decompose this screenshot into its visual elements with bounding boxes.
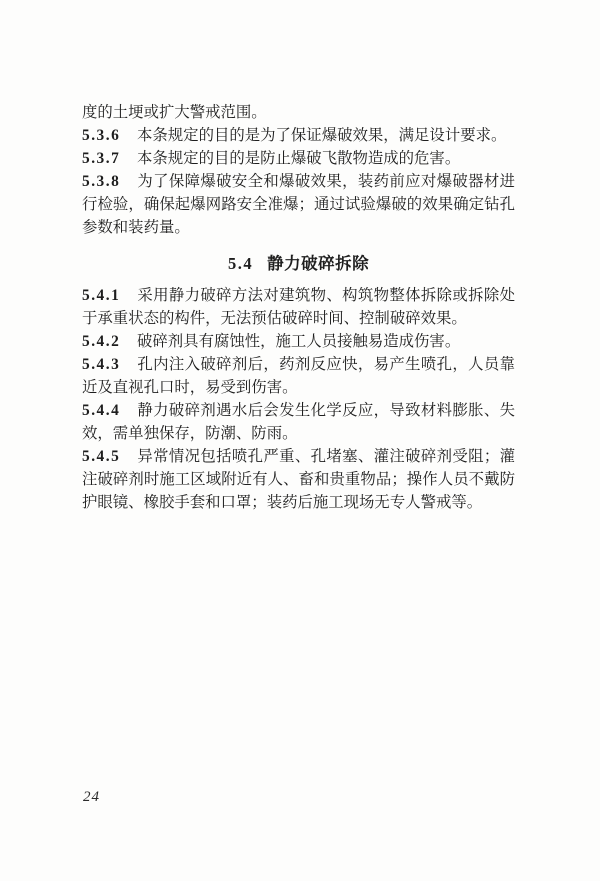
clause-5-4-5 <box>82 445 515 514</box>
clause-number: 5.4.1 <box>82 287 121 304</box>
paragraph-continuation: 度的土埂或扩大警戒范围。 <box>82 104 267 121</box>
clause-5-4-2 <box>82 330 515 353</box>
page-number: 24 <box>83 789 100 805</box>
clause-number: 5.3.7 <box>82 150 121 167</box>
clause-5-3-7 <box>82 147 515 170</box>
section-title: 静力破碎拆除 <box>267 254 370 273</box>
clause-5-4-4 <box>82 399 515 445</box>
clause-text: 为了保障爆破安全和爆破效果，装药前应对爆破器材进行检验，确保起爆网路安全准爆；通过试验爆破的效果确定钻孔参数和装药量。 <box>82 173 515 236</box>
section-number: 5.4 <box>227 254 254 273</box>
clause-number: 5.4.2 <box>82 333 121 350</box>
clause-text: 本条规定的目的是防止爆破飞散物造成的危害。 <box>137 150 461 167</box>
clause-number: 5.4.5 <box>82 448 121 465</box>
clause-text: 采用静力破碎方法对建筑物、构筑物整体拆除或拆除处于承重状态的构件，无法预估破碎时间、控制破碎效果。 <box>82 287 515 327</box>
clause-text: 孔内注入破碎剂后，药剂反应快，易产生喷孔，人员靠近及直视孔口时，易受到伤害。 <box>82 356 515 396</box>
clause-number: 5.4.3 <box>82 356 121 373</box>
section-heading-5-4 <box>82 252 515 275</box>
clause-number: 5.3.6 <box>82 127 121 144</box>
clause-5-3-6 <box>82 124 515 147</box>
clause-5-4-1 <box>82 284 515 330</box>
clause-text: 静力破碎剂遇水后会发生化学反应，导致材料膨胀、失效，需单独保存，防潮、防雨。 <box>82 402 515 442</box>
clause-number: 5.3.8 <box>82 173 121 190</box>
clause-text: 本条规定的目的是为了保证爆破效果，满足设计要求。 <box>137 127 507 144</box>
clause-text: 异常情况包括喷孔严重、孔堵塞、灌注破碎剂受阻；灌注破碎剂时施工区域附近有人、畜和贵重物品；操作人员不戴防护眼镜、橡胶手套和口罩；装药后施工现场无专人警戒等。 <box>82 448 515 511</box>
clause-5-4-3 <box>82 353 515 399</box>
text-block <box>82 101 515 514</box>
clause-5-3-8 <box>82 170 515 239</box>
clause-number: 5.4.4 <box>82 402 121 419</box>
clause-text: 破碎剂具有腐蚀性，施工人员接触易造成伤害。 <box>137 333 461 350</box>
